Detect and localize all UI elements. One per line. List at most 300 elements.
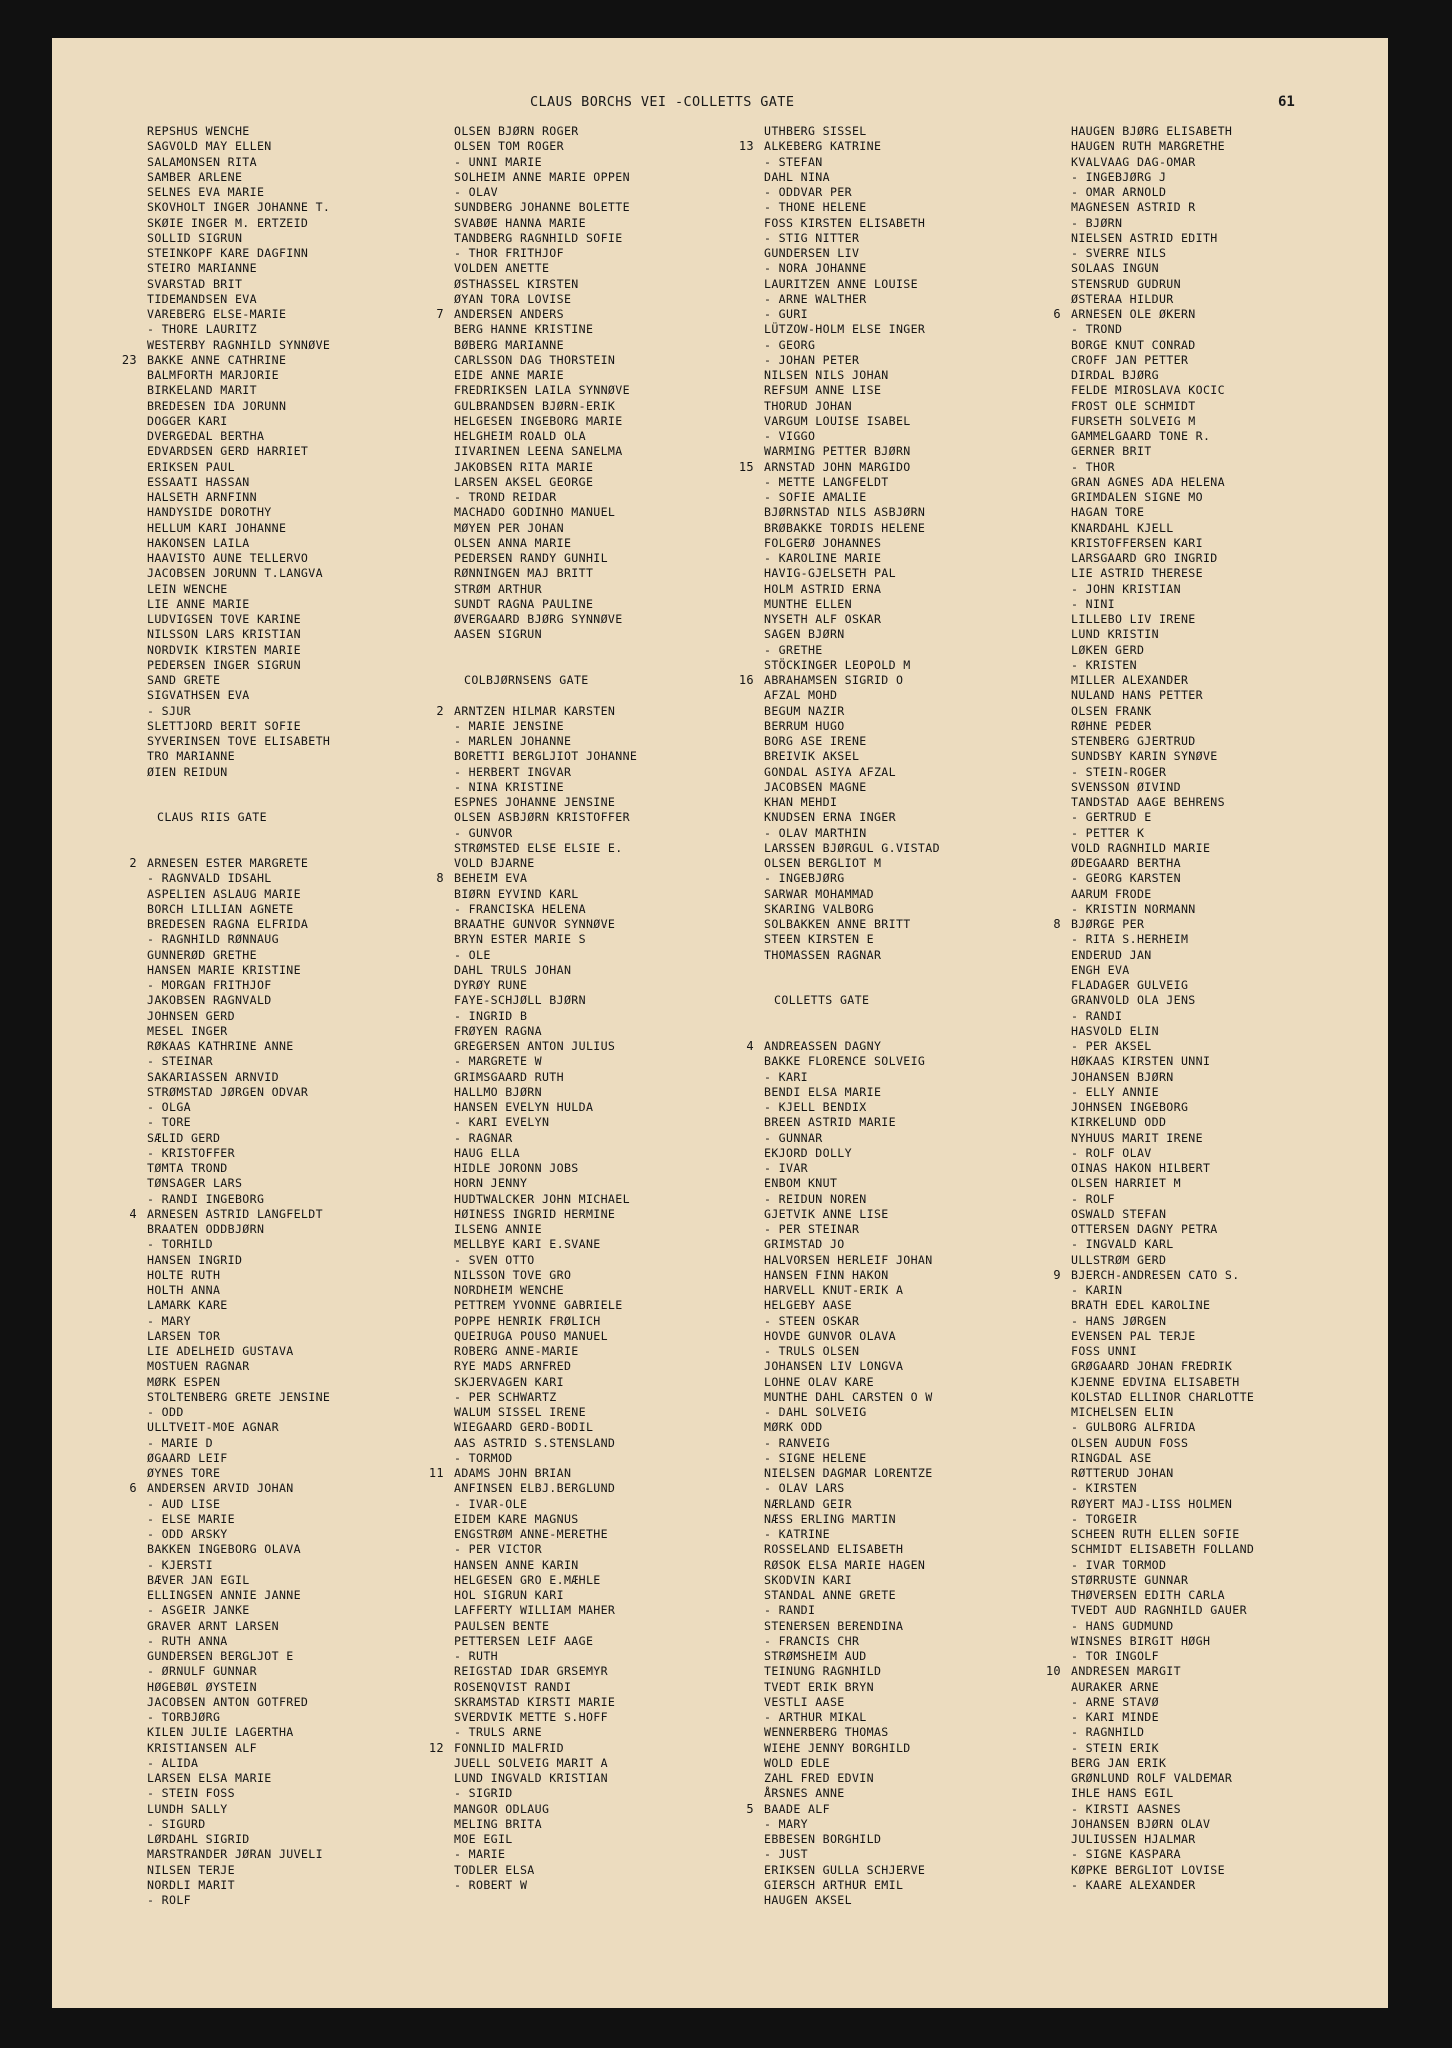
resident-name: LØRDAHL SIGRID	[147, 1832, 250, 1846]
resident-name: ROSSELAND ELISABETH	[764, 1542, 904, 1557]
resident-entry	[454, 475, 764, 490]
resident-entry	[454, 826, 764, 841]
resident-entry	[147, 1283, 457, 1298]
resident-name: - BJØRN	[1071, 215, 1123, 230]
resident-name: STRØM ARTHUR	[454, 581, 542, 596]
resident-entry	[1071, 277, 1381, 292]
resident-entry	[454, 1131, 764, 1146]
resident-entry	[1071, 963, 1381, 978]
resident-name: THOMASSEN RAGNAR	[764, 947, 882, 962]
resident-entry	[764, 1131, 1074, 1146]
resident-name: THØVERSEN EDITH CARLA	[1071, 1588, 1225, 1602]
resident-entry	[454, 551, 764, 566]
resident-entry	[764, 1573, 1074, 1588]
resident-entry	[1071, 536, 1381, 551]
resident-name: POPPE HENRIK FRØLICH	[454, 1313, 601, 1328]
resident-name: - ROLF	[147, 1893, 191, 1907]
resident-name: EIDE ANNE MARIE	[454, 368, 564, 382]
resident-entry	[147, 1329, 457, 1344]
resident-entry	[1071, 582, 1381, 597]
resident-name: - HANS GUDMUND	[1071, 1618, 1174, 1633]
resident-name: SAND GRETE	[147, 673, 221, 687]
resident-name: CROFF JAN PETTER	[1071, 352, 1189, 367]
resident-entry	[454, 1085, 764, 1100]
resident-entry	[764, 932, 1074, 947]
resident-name: HOLTH ANNA	[147, 1283, 221, 1297]
resident-entry	[147, 292, 457, 307]
resident-entry	[764, 353, 1074, 368]
resident-name: ØYAN TORA LOVISE	[454, 291, 572, 306]
resident-entry	[147, 765, 457, 780]
resident-name: TVEDT ERIK BRYN	[764, 1679, 874, 1694]
resident-name: STØRRUSTE GUNNAR	[1071, 1572, 1189, 1587]
resident-entry	[1071, 1649, 1381, 1664]
resident-name: STRØMSHEIM AUD	[764, 1649, 867, 1663]
resident-entry	[454, 810, 764, 825]
resident-name: - OLAV MARTHIN	[764, 825, 867, 840]
resident-entry	[454, 1176, 764, 1191]
resident-name: - SIGURD	[147, 1816, 206, 1831]
resident-entry	[764, 1085, 1074, 1100]
resident-name: SARWAR MOHAMMAD	[764, 886, 874, 901]
resident-name: - HANS JØRGEN	[1071, 1313, 1167, 1328]
resident-name: HELLUM KARI JOHANNE	[147, 520, 287, 535]
resident-entry	[1071, 1314, 1381, 1329]
resident-entry	[147, 1634, 457, 1649]
resident-name: BEHEIM EVA	[454, 871, 528, 886]
resident-entry	[764, 826, 1074, 841]
resident-name: NIELSEN ASTRID EDITH	[1071, 230, 1218, 245]
resident-entry	[1071, 1481, 1381, 1496]
resident-entry	[454, 1573, 764, 1588]
resident-entry	[764, 1542, 1074, 1557]
resident-entry	[764, 1314, 1074, 1329]
resident-entry	[1071, 200, 1381, 215]
resident-name: HAGAN TORE	[1071, 505, 1145, 520]
resident-entry	[454, 1527, 764, 1542]
resident-entry	[454, 1146, 764, 1161]
resident-entry	[1071, 139, 1381, 154]
resident-name: REPSHUS WENCHE	[147, 124, 250, 138]
resident-entry	[147, 658, 457, 673]
resident-name: - SIGRID	[454, 1786, 513, 1801]
resident-name: - MARIE	[454, 1847, 506, 1862]
resident-entry	[454, 887, 764, 902]
resident-entry	[764, 1436, 1074, 1451]
spacer	[454, 658, 764, 673]
resident-name: ØSTERAA HILDUR	[1071, 291, 1174, 306]
resident-name: - PER AKSEL	[1071, 1039, 1152, 1053]
resident-entry	[147, 1268, 457, 1283]
resident-entry	[147, 1359, 457, 1374]
resident-name: GRIMSGAARD RUTH	[454, 1069, 564, 1084]
resident-name: HOLTE RUTH	[147, 1267, 221, 1282]
resident-name: NILSSON LARS KRISTIAN	[147, 627, 301, 642]
resident-entry	[1071, 292, 1381, 307]
resident-name: - RUTH	[454, 1649, 498, 1663]
resident-entry	[1071, 170, 1381, 185]
resident-name: - INGEBJØRG	[764, 871, 845, 886]
resident-name: STEINKOPF KARE DAGFINN	[147, 246, 309, 260]
resident-name: - INGRID B	[454, 1008, 528, 1023]
resident-entry	[1071, 1253, 1381, 1268]
column-1	[121, 124, 457, 1908]
resident-entry	[1071, 734, 1381, 749]
resident-name: BRAATEN ODDBJØRN	[147, 1222, 265, 1236]
resident-name: - THORE LAURITZ	[147, 322, 257, 337]
resident-entry	[764, 536, 1074, 551]
resident-entry	[147, 231, 457, 246]
resident-name: - GURI	[764, 307, 808, 321]
resident-name: SIGVATHSEN EVA	[147, 688, 250, 703]
resident-entry	[1071, 1451, 1381, 1466]
resident-name: OLSEN ASBJØRN KRISTOFFER	[454, 810, 630, 825]
resident-name: - TORGEIR	[1071, 1511, 1137, 1526]
resident-entry	[147, 521, 457, 536]
resident-entry	[764, 475, 1074, 490]
resident-entry	[764, 1893, 1074, 1908]
column-2	[428, 124, 764, 1893]
resident-name: HØGEBØL ØYSTEIN	[147, 1679, 257, 1694]
resident-name: EDVARDSEN GERD HARRIET	[147, 444, 309, 459]
resident-entry	[1071, 490, 1381, 505]
resident-name: SAKARIASSEN ARNVID	[147, 1069, 279, 1084]
resident-entry	[147, 383, 457, 398]
resident-entry	[147, 246, 457, 261]
resident-entry	[1071, 1817, 1381, 1832]
resident-entry	[147, 155, 457, 170]
resident-name: MANGOR ODLAUG	[454, 1801, 550, 1816]
resident-name: BREDESEN RAGNA ELFRIDA	[147, 917, 309, 931]
resident-entry	[454, 1603, 764, 1618]
resident-name: FOSS UNNI	[1071, 1344, 1137, 1358]
resident-entry	[764, 505, 1074, 520]
resident-name: SYVERINSEN TOVE ELISABETH	[147, 734, 331, 748]
resident-name: HELGEBY AASE	[764, 1298, 852, 1313]
resident-name: BAKKE ANNE CATHRINE	[147, 352, 287, 367]
resident-entry	[1071, 1695, 1381, 1710]
resident-name: LARSEN TOR	[147, 1328, 221, 1343]
resident-name: OLSEN BERGLIOT M	[764, 856, 882, 870]
resident-entry	[147, 978, 457, 993]
resident-entry	[764, 551, 1074, 566]
resident-entry	[454, 932, 764, 947]
resident-name: NÆRLAND GEIR	[764, 1496, 852, 1511]
resident-entry	[147, 1619, 457, 1634]
resident-entry	[1071, 597, 1381, 612]
resident-entry	[764, 155, 1074, 170]
resident-name: - OLGA	[147, 1100, 191, 1114]
resident-name: DVERGEDAL BERTHA	[147, 429, 265, 443]
resident-entry	[454, 1771, 764, 1786]
resident-entry	[454, 368, 764, 383]
resident-name: TANDBERG RAGNHILD SOFIE	[454, 230, 623, 245]
resident-entry	[147, 917, 457, 932]
resident-name: KJENNE EDVINA ELISABETH	[1071, 1374, 1240, 1389]
resident-entry	[454, 1802, 764, 1817]
resident-name: ULLSTRØM GERD	[1071, 1252, 1167, 1267]
resident-name: MILLER ALEXANDER	[1071, 673, 1189, 687]
resident-name: - MARLEN JOHANNE	[454, 734, 572, 748]
resident-name: HELGESEN INGEBORG MARIE	[454, 413, 623, 428]
resident-entry	[1071, 566, 1381, 581]
resident-entry	[764, 1619, 1074, 1634]
resident-entry	[454, 1253, 764, 1268]
resident-name: - STEEN OSKAR	[764, 1313, 860, 1328]
resident-entry	[1071, 871, 1381, 886]
resident-entry	[147, 1070, 457, 1085]
spacer	[764, 963, 1074, 978]
resident-name: - THOR FRITHJOF	[454, 246, 564, 260]
resident-name: - PETTER K	[1071, 825, 1145, 840]
resident-name: - THONE HELENE	[764, 200, 867, 215]
resident-entry	[454, 414, 764, 429]
resident-entry	[147, 1344, 457, 1359]
resident-name: SOLLID SIGRUN	[147, 230, 243, 245]
resident-name: ESPNES JOHANNE JENSINE	[454, 795, 616, 809]
resident-name: ØIEN REIDUN	[147, 764, 228, 779]
resident-entry	[147, 1451, 457, 1466]
resident-entry	[147, 1863, 457, 1878]
resident-name: GJETVIK ANNE LISE	[764, 1206, 889, 1221]
resident-name: EBBESEN BORGHILD	[764, 1832, 882, 1846]
resident-entry	[147, 704, 457, 719]
resident-entry	[454, 277, 764, 292]
resident-name: DAHL TRULS JOHAN	[454, 962, 572, 977]
resident-entry	[1071, 1390, 1381, 1405]
resident-name: BORG ASE IRENE	[764, 734, 867, 748]
resident-name: HANSEN INGRID	[147, 1252, 243, 1267]
resident-name: KIRKELUND ODD	[1071, 1115, 1167, 1130]
resident-entry	[147, 399, 457, 414]
resident-name: MAGNESEN ASTRID R	[1071, 200, 1196, 215]
resident-name: - JOHAN PETER	[764, 352, 860, 367]
resident-entry	[1071, 1039, 1381, 1054]
house-number: 11	[428, 1466, 444, 1480]
spacer	[454, 643, 764, 658]
resident-entry	[454, 1481, 764, 1496]
resident-entry	[1071, 643, 1381, 658]
house-number: 2	[436, 703, 444, 718]
resident-name: GIERSCH ARTHUR EMIL	[764, 1877, 904, 1892]
resident-entry	[764, 1115, 1074, 1130]
resident-name: GRØGAARD JOHAN FREDRIK	[1071, 1359, 1233, 1374]
resident-entry	[454, 566, 764, 581]
resident-name: SAGVOLD MAY ELLEN	[147, 139, 272, 154]
resident-name: KRISTOFFERSEN KARI	[1071, 535, 1203, 550]
resident-entry	[1071, 1771, 1381, 1786]
resident-entry	[764, 1481, 1074, 1496]
resident-entry	[764, 1558, 1074, 1573]
resident-name: - IVAR	[764, 1161, 808, 1175]
resident-entry	[147, 307, 457, 322]
resident-name: DIRDAL BJØRG	[1071, 368, 1159, 382]
resident-entry	[147, 1725, 457, 1740]
resident-entry	[147, 1756, 457, 1771]
resident-entry	[764, 1253, 1074, 1268]
resident-name: PETTREM YVONNE GABRIELE	[454, 1298, 623, 1313]
resident-name: SVERDVIK METTE S.HOFF	[454, 1710, 608, 1724]
resident-name: GUNNERØD GRETHE	[147, 947, 257, 962]
resident-entry	[764, 444, 1074, 459]
resident-name: RINGDAL ASE	[1071, 1450, 1152, 1465]
resident-entry	[454, 185, 764, 200]
resident-name: GUNDERSEN LIV	[764, 246, 860, 260]
resident-name: CARLSSON DAG THORSTEIN	[454, 352, 616, 367]
resident-name: ERIKSEN PAUL	[147, 459, 235, 474]
resident-entry	[764, 658, 1074, 673]
resident-entry	[1071, 1466, 1381, 1481]
resident-entry	[454, 917, 764, 932]
resident-entry	[454, 1680, 764, 1695]
resident-name: - SJUR	[147, 703, 191, 718]
resident-entry	[147, 688, 457, 703]
resident-entry	[147, 1176, 457, 1191]
resident-name: NULAND HANS PETTER	[1071, 688, 1203, 703]
resident-entry	[454, 1832, 764, 1847]
resident-name: - ROBERT W	[454, 1877, 528, 1892]
resident-entry	[454, 521, 764, 536]
resident-name: NILSEN TERJE	[147, 1862, 235, 1877]
resident-name: TRO MARIANNE	[147, 749, 235, 764]
house-number: 5	[746, 1801, 754, 1816]
resident-entry	[764, 399, 1074, 414]
resident-name: RØHNE PEDER	[1071, 718, 1152, 733]
resident-name: SKOVHOLT INGER JOHANNE T.	[147, 200, 331, 215]
resident-entry	[147, 1390, 457, 1405]
resident-name: EKJORD DOLLY	[764, 1145, 852, 1160]
resident-entry	[147, 368, 457, 383]
resident-name: HANSEN ANNE KARIN	[454, 1557, 579, 1572]
spacer	[764, 1024, 1074, 1039]
resident-name: WIEHE JENNY BORGHILD	[764, 1740, 911, 1755]
resident-entry	[454, 353, 764, 368]
resident-entry	[1071, 1054, 1381, 1069]
resident-name: NYSETH ALF OSKAR	[764, 612, 882, 626]
resident-entry	[436, 307, 764, 322]
resident-entry	[454, 1375, 764, 1390]
resident-name: REIGSTAD IDAR GRSEMYR	[454, 1664, 608, 1679]
resident-entry	[147, 170, 457, 185]
resident-name: - KAROLINE MARIE	[764, 551, 882, 565]
resident-entry	[147, 1527, 457, 1542]
resident-name: MELLBYE KARI E.SVANE	[454, 1237, 601, 1252]
resident-entry	[1071, 1192, 1381, 1207]
resident-entry	[764, 1405, 1074, 1420]
resident-entry	[764, 170, 1074, 185]
resident-name: - SIGNE KASPARA	[1071, 1847, 1181, 1862]
resident-name: - TORHILD	[147, 1237, 213, 1252]
resident-name: GUNDERSEN BERGLJOT E	[147, 1649, 294, 1663]
resident-name: - ODD	[147, 1405, 184, 1419]
resident-name: HALSETH ARNFINN	[147, 490, 257, 504]
resident-name: - GRETHE	[764, 642, 823, 657]
resident-entry	[1071, 1070, 1381, 1085]
resident-entry	[147, 1131, 457, 1146]
resident-entry	[764, 490, 1074, 505]
resident-entry	[1071, 1161, 1381, 1176]
resident-name: - STEIN FOSS	[147, 1786, 235, 1801]
house-number: 7	[436, 307, 444, 321]
resident-entry	[1071, 1146, 1381, 1161]
resident-entry	[454, 1100, 764, 1115]
resident-entry	[764, 1588, 1074, 1603]
resident-entry	[764, 1863, 1074, 1878]
resident-name: JOHANSEN BJØRN	[1071, 1069, 1174, 1084]
resident-entry	[454, 749, 764, 764]
resident-name: - KRISTEN	[1071, 657, 1137, 672]
resident-name: ADAMS JOHN BRIAN	[454, 1466, 572, 1480]
street-heading: COLLETTS GATE	[774, 993, 870, 1008]
resident-entry	[454, 322, 764, 337]
resident-entry	[454, 1024, 764, 1039]
resident-name: MUNTHE DAHL CARSTEN O W	[764, 1389, 933, 1404]
resident-name: - SIGNE HELENE	[764, 1450, 867, 1465]
resident-name: HAUGEN AKSEL	[764, 1893, 852, 1907]
resident-entry	[1071, 658, 1381, 673]
resident-entry	[1071, 1527, 1381, 1542]
resident-entry	[147, 887, 457, 902]
resident-entry	[1071, 1497, 1381, 1512]
resident-entry	[1071, 704, 1381, 719]
resident-name: RØSOK ELSA MARIE HAGEN	[764, 1557, 926, 1572]
resident-entry	[1071, 1786, 1381, 1801]
house-number: 8	[1053, 917, 1061, 931]
resident-entry	[454, 1634, 764, 1649]
resident-entry	[1071, 322, 1381, 337]
resident-entry	[1071, 338, 1381, 353]
resident-entry	[746, 1039, 1074, 1054]
resident-name: - KRISTOFFER	[147, 1145, 235, 1160]
resident-entry	[764, 704, 1074, 719]
resident-entry	[454, 261, 764, 276]
resident-name: - ASGEIR JANKE	[147, 1603, 250, 1618]
resident-entry	[1071, 932, 1381, 947]
resident-entry	[147, 1893, 457, 1908]
resident-entry	[764, 902, 1074, 917]
resident-name: SCHEEN RUTH ELLEN SOFIE	[1071, 1527, 1240, 1541]
resident-name: LUDVIGSEN TOVE KARINE	[147, 612, 301, 626]
resident-name: - ELSE MARIE	[147, 1511, 235, 1526]
resident-name: HIDLE JORONN JOBS	[454, 1161, 579, 1175]
resident-name: FREDRIKSEN LAILA SYNNØVE	[454, 383, 630, 398]
resident-entry	[454, 1619, 764, 1634]
resident-name: GAMMELGAARD TONE R.	[1071, 429, 1211, 443]
resident-name: SKARING VALBORG	[764, 901, 874, 916]
resident-name: - VIGGO	[764, 429, 816, 443]
resident-entry	[764, 1817, 1074, 1832]
resident-entry	[1071, 993, 1381, 1008]
resident-entry	[454, 170, 764, 185]
resident-name: - JUST	[764, 1847, 808, 1862]
resident-name: STEEN KIRSTEN E	[764, 932, 874, 947]
resident-entry	[1071, 383, 1381, 398]
resident-entry	[147, 1054, 457, 1069]
resident-entry	[454, 1649, 764, 1664]
resident-name: BEGUM NAZIR	[764, 703, 845, 718]
resident-entry	[1071, 1329, 1381, 1344]
resident-name: LAURITZEN ANNE LOUISE	[764, 276, 918, 291]
resident-entry	[764, 185, 1074, 200]
resident-name: LILLEBO LIV IRENE	[1071, 612, 1196, 626]
resident-name: BALMFORTH MARJORIE	[147, 368, 279, 382]
resident-entry	[764, 338, 1074, 353]
resident-name: ILSENG ANNIE	[454, 1222, 542, 1236]
resident-entry	[454, 124, 764, 139]
resident-name: - STEIN ERIK	[1071, 1740, 1159, 1755]
resident-entry	[147, 1314, 457, 1329]
resident-name: - OLE	[454, 947, 491, 962]
